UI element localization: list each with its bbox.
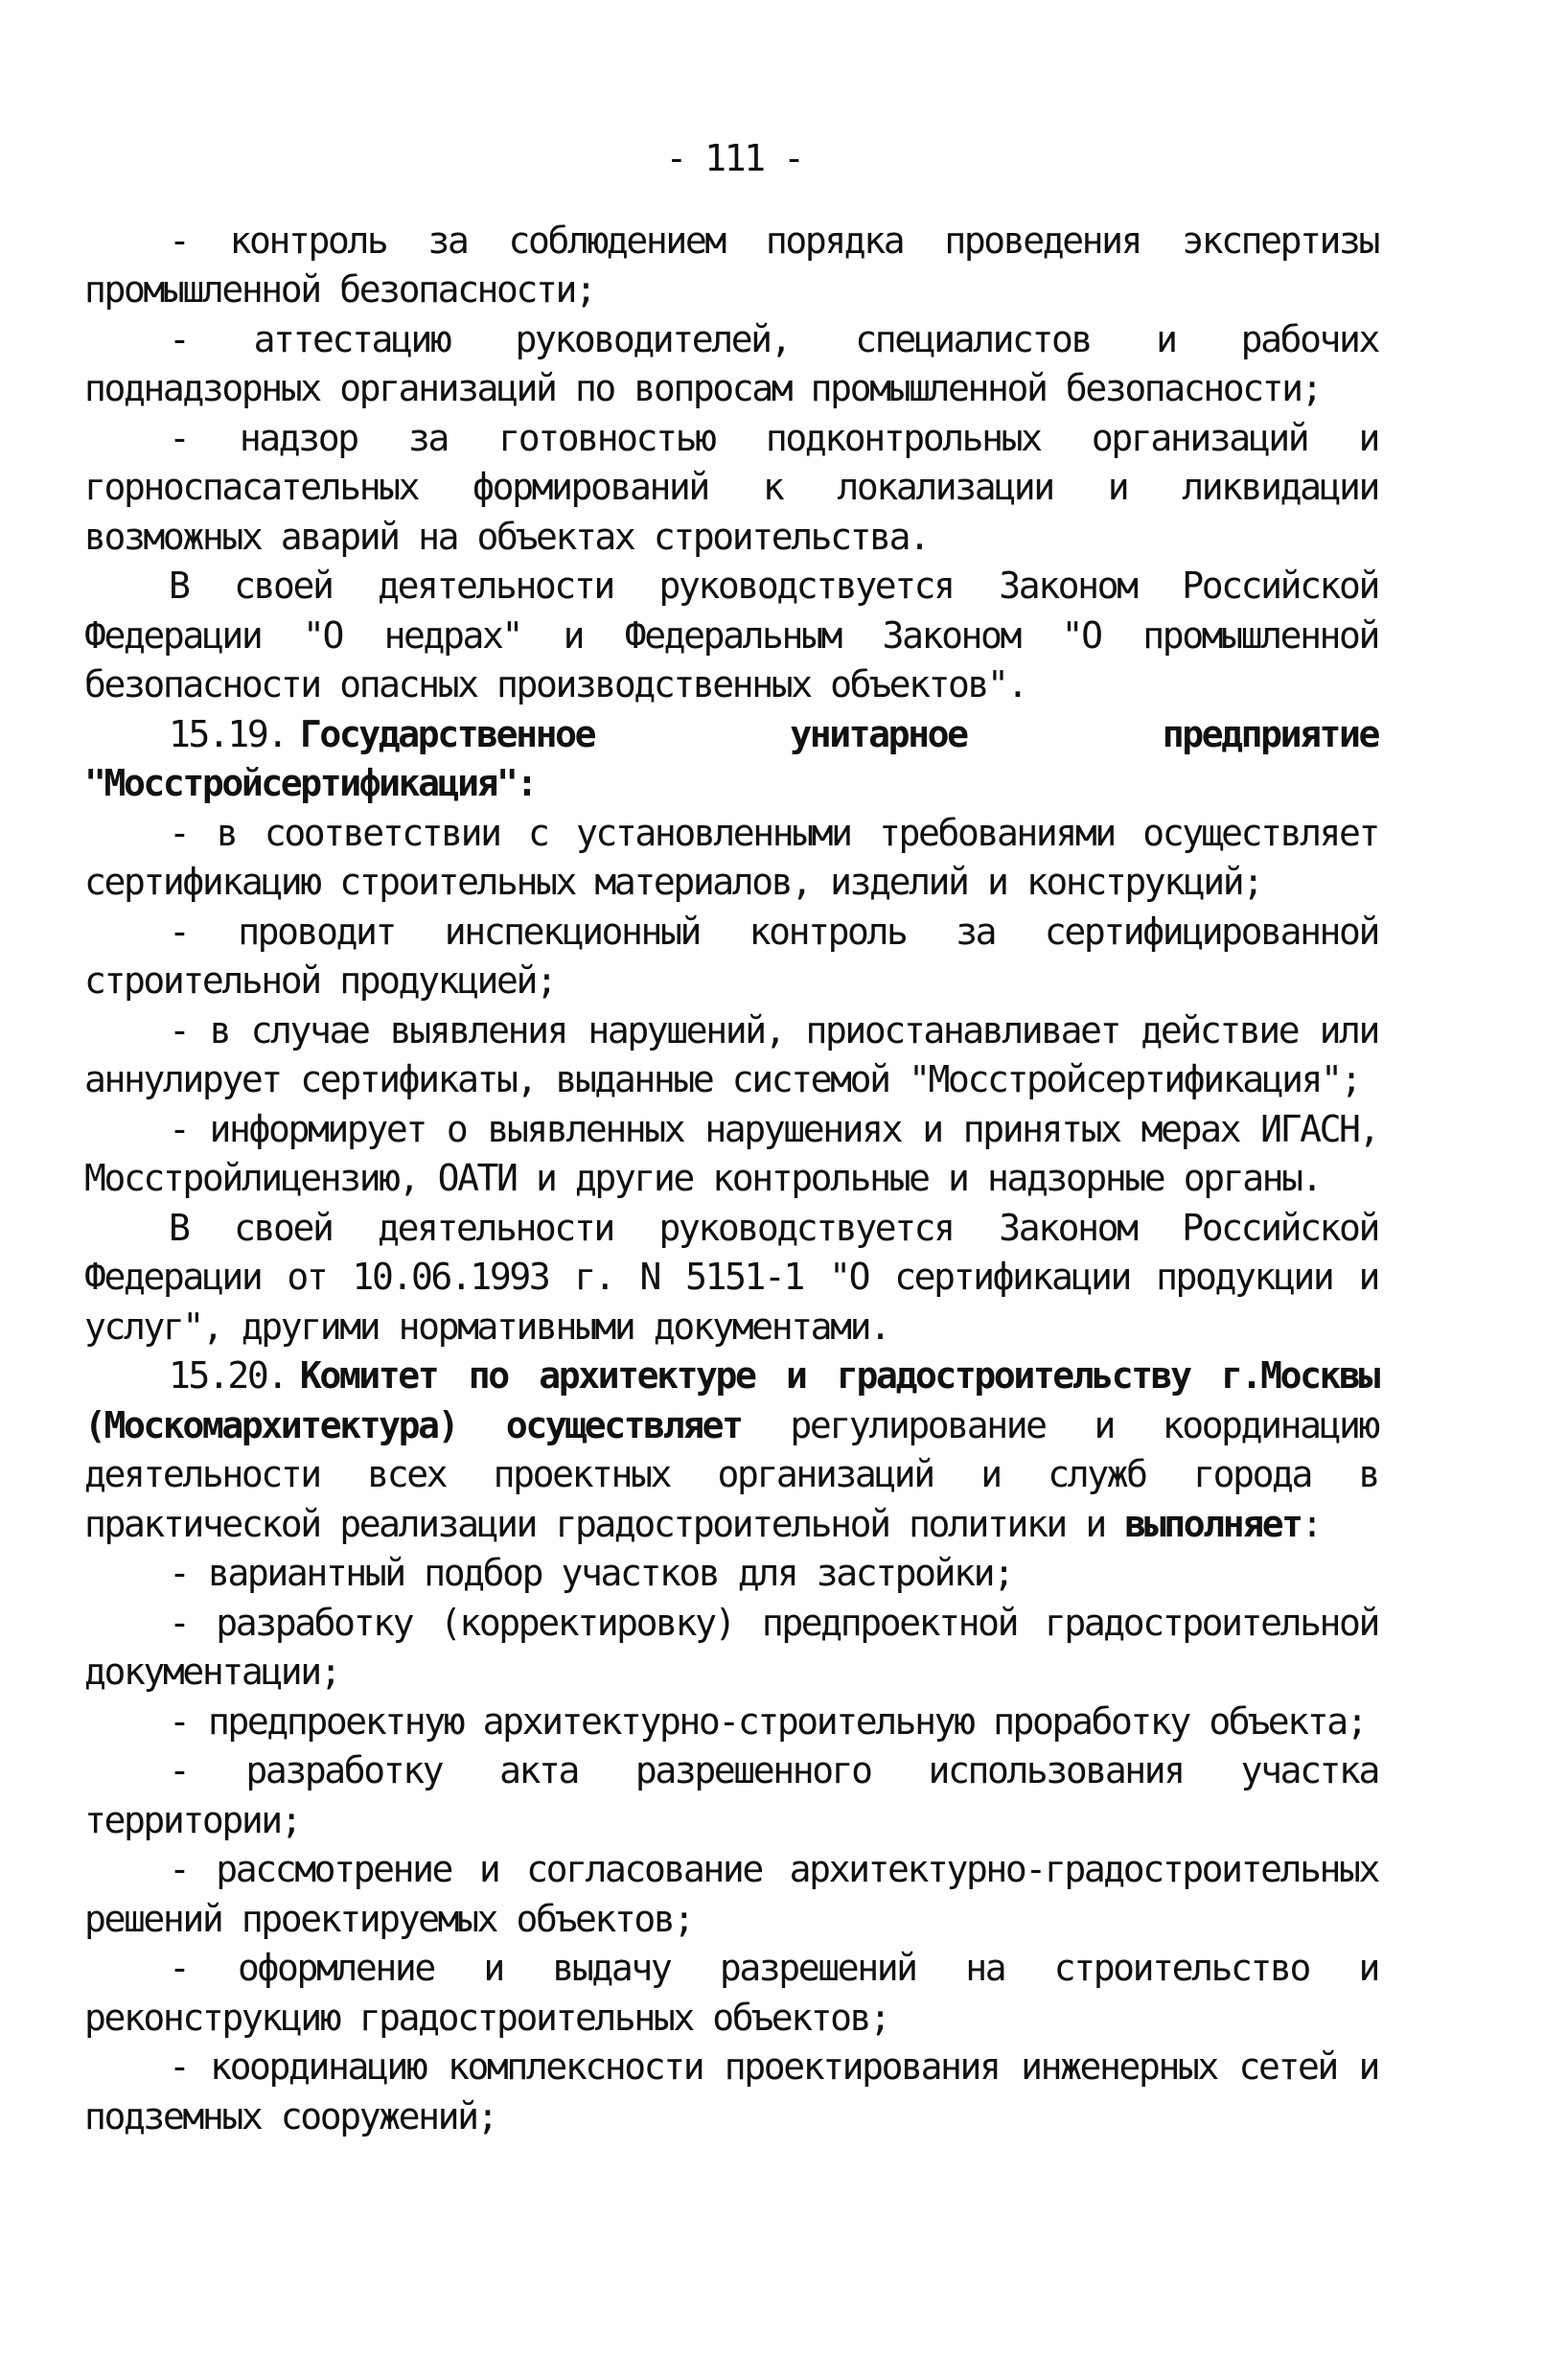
paragraph-legal-basis-2: В своей деятельности руководствуется Законом Российской Федерации от 10.06.1993 г. N 5151-1 "О сертификации продукции и услуг", другими нормативными документами. [84, 1206, 1378, 1348]
section-15-20-body: регулирование и координацию деятельности всех проектных организаций и служб города в практической реализации градостроительной политики и [84, 1403, 1378, 1545]
page-number: - 111 - [665, 137, 803, 179]
paragraph-legal-basis-1: В своей деятельности руководствуется Законом Российской Федерации "О недрах" и Федеральным Законом "О промышленной безопасности опасных производственных объектов". [84, 565, 1378, 705]
section-15-19-heading [84, 710, 1378, 809]
section-15-19-number: 15.19. [169, 712, 287, 755]
list-item-permits: - оформление и выдачу разрешений на строительство и реконструкцию градостроительных объектов; [84, 1947, 1378, 2039]
paragraph-attestation: - аттестацию руководителей, специалистов и рабочих поднадзорных организаций по вопросам промышленной безопасности; [84, 317, 1378, 409]
paragraph-expertise-control: - контроль за соблюдением порядка проведения экспертизы промышленной безопасности; [84, 219, 1378, 311]
section-15-20-heading [84, 1352, 1378, 1549]
paragraph-violations: - в случае выявления нарушений, приостанавливает действие или аннулирует сертификаты, выданные системой "Мосстройсертификация"; [84, 1008, 1378, 1100]
paragraph-inspection-control: - проводит инспекционный контроль за сертифицированной строительной продукцией; [84, 910, 1378, 1002]
section-15-20-number: 15.20. [169, 1354, 287, 1397]
section-15-20-title: Комитет по архитектуре и градостроительству г.Москвы (Москомархитектура) осуществляет [84, 1354, 1378, 1446]
list-item-design-review: - рассмотрение и согласование архитектурно-градостроительных решений проектируемых объектов; [84, 1848, 1378, 1940]
list-item-land-use-act: - разработку акта разрешенного использования участка территории; [84, 1749, 1378, 1841]
document-page [84, 134, 1378, 2141]
paragraph-readiness-supervision: - надзор за готовностью подконтрольных организаций и горноспасательных формирований к локализации и ликвидации возможных аварий на объектах строительства. [84, 416, 1378, 558]
list-item-utilities-coordination: - координацию комплексности проектирования инженерных сетей и подземных сооружений; [84, 2045, 1378, 2137]
list-item-predesign-study: - предпроектную архитектурно-строительную проработку объекта; [169, 1699, 1367, 1743]
list-item-predesign-documentation: - разработку (корректировку) предпроектной градостроительной документации; [84, 1601, 1378, 1693]
paragraph-informs: - информирует о выявленных нарушениях и принятых мерах ИГАСН, Мосстройлицензию, ОАТИ и другие контрольные и надзорные органы. [84, 1107, 1378, 1199]
paragraph-certification: - в соответствии с установленными требованиями осуществляет сертификацию строительных материалов, изделий и конструкций; [84, 811, 1378, 903]
list-item-site-selection: - вариантный подбор участков для застройки; [169, 1552, 1013, 1594]
section-15-19-title: Государственное унитарное предприятие "Мосстройсертификация": [84, 712, 1378, 804]
section-15-20-colon: : [1301, 1502, 1322, 1545]
section-15-20-performs: выполняет [1124, 1502, 1302, 1545]
